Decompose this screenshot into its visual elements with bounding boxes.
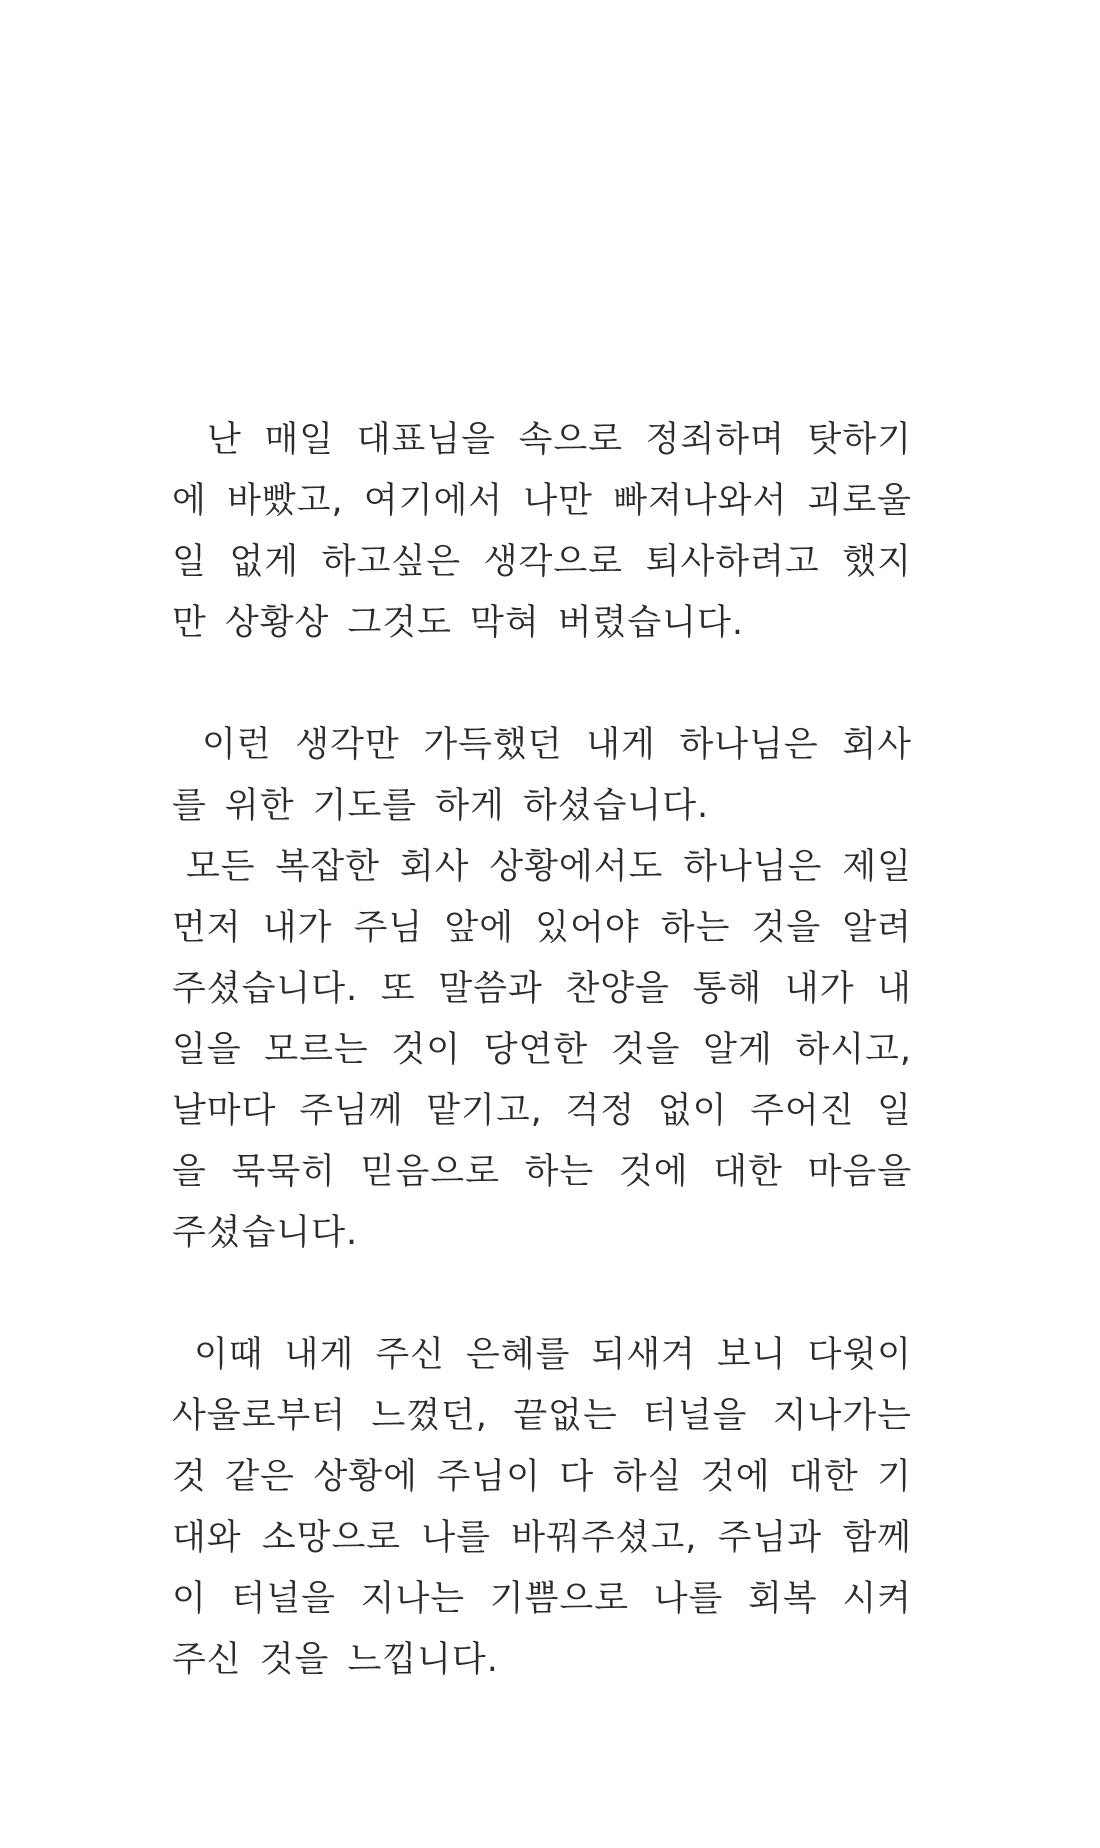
paragraph-1: 난 매일 대표님을 속으로 정죄하며 탓하기에 바빴고, 여기에서 나만 빠져나와서 괴로울 일 없게 하고싶은 생각으로 퇴사하려고 했지만 상황상 그것도 막혀 버렸습니다. [172,420,912,643]
text-column [172,410,912,1691]
paragraph-3: 모든 복잡한 회사 상황에서도 하나님은 제일 먼저 내가 주님 앞에 있어야 하는 것을 알려주셨습니다. 또 말씀과 찬양을 통해 내가 내일을 모르는 것이 당연한 것을 알게 하시고, 날마다 주님께 맡기고, 걱정 없이 주어진 일을 묵묵히 믿음으로 하는 것에 대한 마음을 주셨습니다. [172,847,912,1253]
paragraph-4: 이때 내게 주신 은혜를 되새겨 보니 다윗이 사울로부터 느꼈던, 끝없는 터널을 지나가는 것 같은 상황에 주님이 다 하실 것에 대한 기대와 소망으로 나를 바꿔주셨고, 주님과 함께 이 터널을 지나는 기쁨으로 나를 회복 시켜 주신 것을 느낍니다. [172,1335,912,1680]
paragraph-2: 이런 생각만 가득했던 내게 하나님은 회사를 위한 기도를 하게 하셨습니다. [172,725,912,826]
